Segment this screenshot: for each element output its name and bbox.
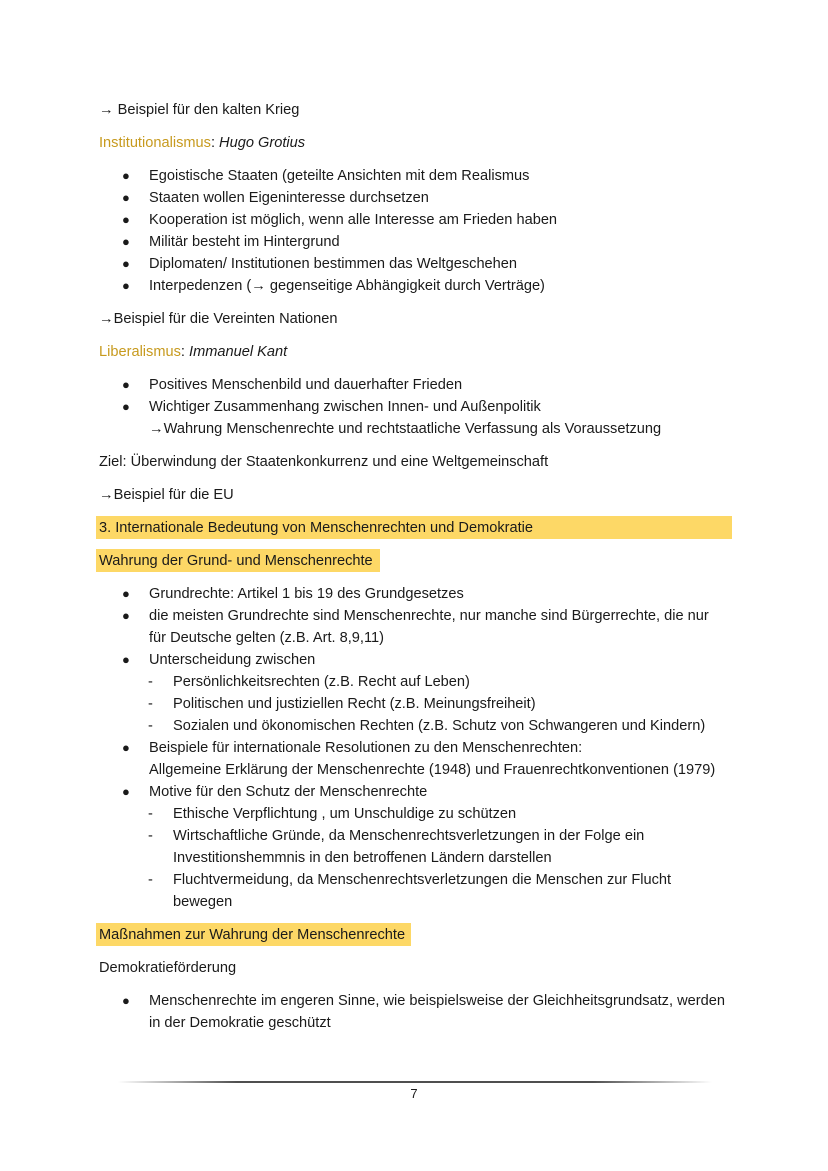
list-item: Beispiele für internationale Resolutionen zu den Menschenrechten: xyxy=(149,740,583,756)
bullet-icon: ● xyxy=(122,652,130,667)
footer-divider xyxy=(118,1081,712,1083)
dash-icon: - xyxy=(148,828,153,844)
institutionalismus-heading: Institutionalismus: Hugo Grotius xyxy=(99,135,306,151)
page-number: 7 xyxy=(410,1086,418,1101)
un-example: →Beispiel für die Vereinten Nationen xyxy=(99,311,338,327)
list-item: Interpedenzen (→ gegenseitige Abhängigkeit durch Verträge) xyxy=(149,278,545,294)
bullet-icon: ● xyxy=(122,278,130,293)
list-item-continuation: für Deutsche gelten (z.B. Art. 8,9,11) xyxy=(149,630,384,646)
bullet-icon: ● xyxy=(122,377,130,392)
list-item: Kooperation ist möglich, wenn alle Interesse am Frieden haben xyxy=(149,212,558,228)
list-item: Wichtiger Zusammenhang zwischen Innen- und Außenpolitik xyxy=(149,399,541,415)
demokratiefoerderung-label: Demokratieförderung xyxy=(99,960,237,976)
sub-list-item: Politischen und justiziellen Recht (z.B. Meinungsfreiheit) xyxy=(173,696,536,712)
subheading-grundrechte: Wahrung der Grund- und Menschenrechte xyxy=(99,553,373,569)
list-item-continuation: in der Demokratie geschützt xyxy=(149,1015,331,1031)
cold-war-example: → Beispiel für den kalten Krieg xyxy=(99,102,300,118)
bullet-icon: ● xyxy=(122,212,130,227)
list-item: Egoistische Staaten (geteilte Ansichten mit dem Realismus xyxy=(149,168,530,184)
bullet-icon: ● xyxy=(122,399,130,414)
sub-list-item: Sozialen und ökonomischen Rechten (z.B. Schutz von Schwangeren und Kindern) xyxy=(173,718,706,734)
bullet-icon: ● xyxy=(122,740,130,755)
liberalismus-heading: Liberalismus: Immanuel Kant xyxy=(99,344,288,360)
bullet-icon: ● xyxy=(122,993,130,1008)
list-item: Unterscheidung zwischen xyxy=(149,652,316,668)
subheading-massnahmen: Maßnahmen zur Wahrung der Menschenrechte xyxy=(99,927,406,943)
bullet-icon: ● xyxy=(122,168,130,183)
list-item: Militär besteht im Hintergrund xyxy=(149,234,340,250)
institutionalismus-label: Institutionalismus xyxy=(99,135,211,151)
list-item: die meisten Grundrechte sind Menschenrechte, nur manche sind Bürgerrechte, die nur xyxy=(149,608,709,624)
sub-list-item-continuation: bewegen xyxy=(173,894,233,910)
bullet-icon: ● xyxy=(122,190,130,205)
dash-icon: - xyxy=(148,674,153,690)
sub-list-item-continuation: Investitionshemmnis in den betroffenen Ländern darstellen xyxy=(173,850,552,866)
list-item: Staaten wollen Eigeninteresse durchsetzen xyxy=(149,190,429,206)
bullet-icon: ● xyxy=(122,608,130,623)
bullet-icon: ● xyxy=(122,784,130,799)
dash-icon: - xyxy=(148,696,153,712)
dash-icon: - xyxy=(148,806,153,822)
institutionalismus-author: Hugo Grotius xyxy=(219,135,306,151)
list-item: Diplomaten/ Institutionen bestimmen das Weltgeschehen xyxy=(149,256,518,272)
list-item-continuation: Allgemeine Erklärung der Menschenrechte (1948) und Frauenrechtkonventionen (1979) xyxy=(149,762,716,778)
sub-list-item: Wirtschaftliche Gründe, da Menschenrechtsverletzungen in der Folge ein xyxy=(173,828,645,844)
liberalismus-label: Liberalismus xyxy=(99,344,181,360)
dash-icon: - xyxy=(148,872,153,888)
bullet-icon: ● xyxy=(122,234,130,249)
list-item: Positives Menschenbild und dauerhafter Frieden xyxy=(149,377,463,393)
liberalismus-goal: Ziel: Überwindung der Staatenkonkurrenz und eine Weltgemeinschaft xyxy=(99,454,549,470)
sub-list-item: Ethische Verpflichtung , um Unschuldige zu schützen xyxy=(173,806,517,822)
sub-list-item: Persönlichkeitsrechten (z.B. Recht auf Leben) xyxy=(173,674,470,690)
bullet-icon: ● xyxy=(122,256,130,271)
sub-list-item: Fluchtvermeidung, da Menschenrechtsverletzungen die Menschen zur Flucht xyxy=(173,872,672,888)
list-item: Grundrechte: Artikel 1 bis 19 des Grundgesetzes xyxy=(149,586,464,602)
list-item: Menschenrechte im engeren Sinne, wie beispielsweise der Gleichheitsgrundsatz, werden xyxy=(149,993,725,1009)
dash-icon: - xyxy=(148,718,153,734)
eu-example: →Beispiel für die EU xyxy=(99,487,234,503)
list-item: Motive für den Schutz der Menschenrechte xyxy=(149,784,428,800)
liberalismus-author: Immanuel Kant xyxy=(189,344,288,360)
list-item-continuation: →Wahrung Menschenrechte und rechtstaatliche Verfassung als Voraussetzung xyxy=(149,421,662,437)
section-heading: 3. Internationale Bedeutung von Menschenrechten und Demokratie xyxy=(99,520,534,536)
bullet-icon: ● xyxy=(122,586,130,601)
